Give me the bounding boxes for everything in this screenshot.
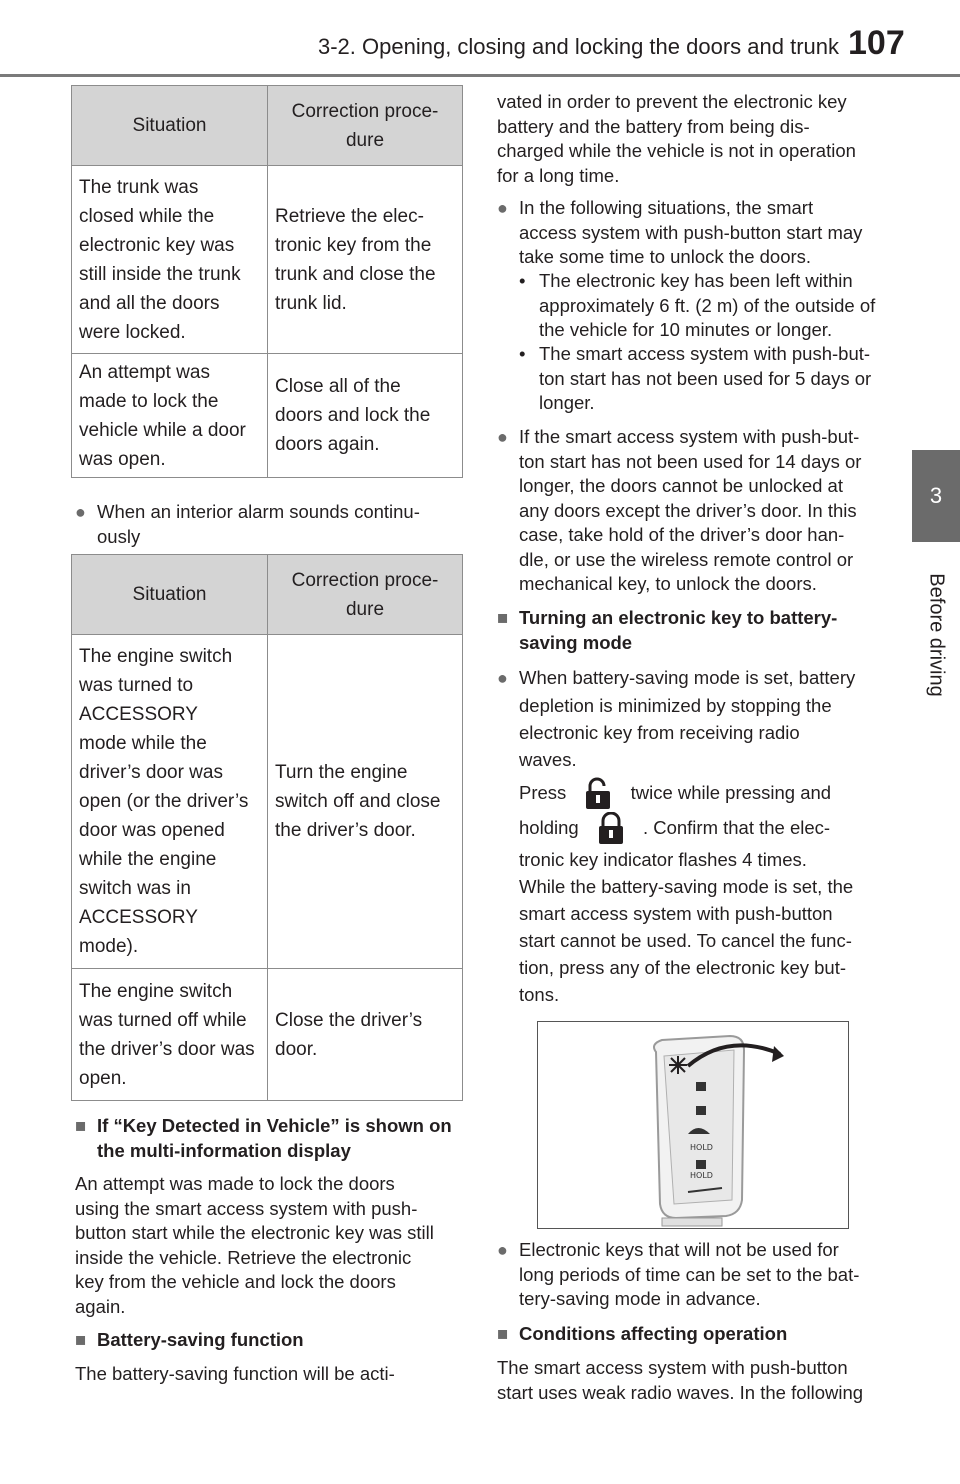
chapter-tab	[912, 450, 960, 542]
bullet-14-days: ● If the smart access system with push-but- ton start has not been used for 14 days or longer, the doors cannot be unlocked at any doors except the driver’s door. In this case, take hold of the driver’s door han- dle, or use the wireless remote control or mechanical key, to unlock the doors.	[497, 426, 862, 594]
chapter-label-text: Before driving	[925, 573, 948, 697]
correction-text: Turn the engine switch off and close the driver’s door.	[275, 762, 441, 841]
heading-battery-saving-function: ■ Battery-saving function	[75, 1329, 304, 1350]
page-number: 107	[848, 24, 905, 62]
paragraph-battery-start	[75, 1362, 475, 1387]
bullet-interior-alarm: ● When an interior alarm sounds continu- ously	[75, 501, 420, 547]
header-divider	[0, 74, 960, 77]
situation-text: The trunk was closed while the electronic key was still inside the trunk and all the doors were locked.	[79, 176, 241, 343]
bullet-advance-mode: ● Electronic keys that will not be used for long periods of time can be set to the bat- tery-saving mode in advance.	[497, 1239, 860, 1309]
table-cell	[72, 166, 268, 354]
holding-text: holding	[519, 817, 579, 838]
table-cell	[268, 166, 463, 354]
paragraph-text: tronic key indicator flashes 4 times. While the battery-saving mode is set, the smart access system with push-button start cannot be used. To cancel the func- tion, press any of the electronic key but- tons.	[519, 849, 854, 1005]
table-cell	[72, 969, 268, 1101]
correction-table-1	[71, 85, 463, 478]
table-cell	[268, 635, 463, 969]
heading-key-detected: ■ If “Key Detected in Vehicle” is shown on the multi-information display	[75, 1115, 452, 1161]
heading-text: Battery-saving function	[97, 1329, 304, 1350]
table-header	[268, 86, 463, 166]
paragraph-text: The smart access system with push-button start uses weak radio waves. In the following	[497, 1357, 864, 1403]
table-header	[72, 555, 268, 635]
paragraph-text: An attempt was made to lock the doors using the smart access system with push- button start while the electronic key was still inside the vehicle. Retrieve the electronic key from the vehicle and lock the doors again.	[75, 1173, 434, 1317]
sub-bullet-text: The electronic key has been left within approximately 6 ft. (2 m) of the outside of the vehicle for 10 minutes or longer.	[539, 270, 876, 340]
twice-text: twice while pressing and	[630, 782, 832, 803]
table-cell	[268, 354, 463, 478]
situation-text: The engine switch was turned off while the driver’s door was open.	[79, 980, 255, 1089]
table-header	[72, 86, 268, 166]
heading-text: If “Key Detected in Vehicle” is shown on the multi-information display	[97, 1115, 452, 1161]
table-cell	[72, 635, 268, 969]
unlock-icon	[571, 777, 625, 811]
correction-text: Retrieve the elec- tronic key from the trunk and close the trunk lid.	[275, 205, 436, 314]
paragraph-conditions	[497, 1356, 897, 1405]
situation-text: An attempt was made to lock the vehicle while a door was open.	[79, 361, 246, 470]
chapter-label	[912, 560, 960, 710]
chapter-number: 3	[929, 483, 943, 508]
paragraph-key-detected	[75, 1172, 475, 1319]
table-cell	[72, 354, 268, 478]
sub-bullet-item: • The electronic key has been left within approximately 6 ft. (2 m) of the outside of the vehicle for 10 minutes or longer.	[519, 270, 876, 340]
bullet-text: When battery-saving mode is set, battery depletion is minimized by stopping the electronic key from receiving radio waves.	[519, 667, 856, 770]
header-situation: Situation	[132, 584, 207, 605]
paragraph-press-instructions	[497, 776, 919, 1008]
heading-text: Conditions affecting operation	[519, 1323, 788, 1344]
correction-table-2	[71, 554, 463, 1101]
svg-text:HOLD: HOLD	[690, 1171, 713, 1180]
sub-bullet-item: • The smart access system with push-but- ton start has not been used for 5 days or longer.	[519, 343, 872, 413]
heading-battery-saving-mode: ■ Turning an electronic key to battery- saving mode	[497, 607, 838, 653]
confirm-text: . Confirm that the elec-	[642, 817, 831, 838]
correction-text: Close the driver’s door.	[275, 1009, 423, 1060]
lock-icon	[584, 812, 638, 846]
header-correction: Correction proce- dure	[291, 100, 439, 151]
paragraph-battery-cont	[497, 90, 897, 188]
heading-text: Turning an electronic key to battery- saving mode	[519, 607, 838, 653]
bullet-text: In the following situations, the smart access system with push-button start may take some time to unlock the doors.	[519, 197, 863, 267]
svg-text:HOLD: HOLD	[690, 1143, 713, 1152]
paragraph-text: vated in order to prevent the electronic key battery and the battery from being dis- charged while the vehicle is not in operation for a long time.	[497, 91, 856, 186]
header-correction: Correction proce- dure	[291, 569, 439, 620]
electronic-key-illustration	[537, 1021, 849, 1229]
table-cell	[268, 969, 463, 1101]
bullet-battery-mode: ● When battery-saving mode is set, battery depletion is minimized by stopping the electronic key from receiving radio waves.	[497, 667, 856, 770]
correction-text: Close all of the doors and lock the doors again.	[275, 376, 431, 455]
press-text: Press	[519, 782, 567, 803]
situation-text: The engine switch was turned to ACCESSORY mode while the driver’s door was open (or the driver’s door was opened while the engine switch was in ACCESSORY mode).	[79, 646, 249, 957]
header-situation: Situation	[132, 115, 207, 136]
table-header	[268, 555, 463, 635]
heading-conditions: ■ Conditions affecting operation	[497, 1323, 788, 1344]
sub-bullet-text: The smart access system with push-but- ton start has not been used for 5 days or longer.	[539, 343, 872, 413]
bullet-situations: ● In the following situations, the smart access system with push-button start may take some time to unlock the doors.	[497, 197, 863, 267]
bullet-text: If the smart access system with push-but- ton start has not been used for 14 days or longer, the doors cannot be unlocked at any doors except the driver’s door. In this case, take hold of the driver’s door han- dle, or use the wireless remote control or mechanical key, to unlock the doors.	[519, 426, 862, 594]
bullet-text: Electronic keys that will not be used for long periods of time can be set to the bat- tery-saving mode in advance.	[519, 1239, 860, 1309]
bullet-text: When an interior alarm sounds continu- ously	[97, 501, 420, 547]
paragraph-text: The battery-saving function will be acti-	[75, 1363, 395, 1384]
running-header: 3-2. Opening, closing and locking the doors and trunk	[318, 34, 839, 59]
